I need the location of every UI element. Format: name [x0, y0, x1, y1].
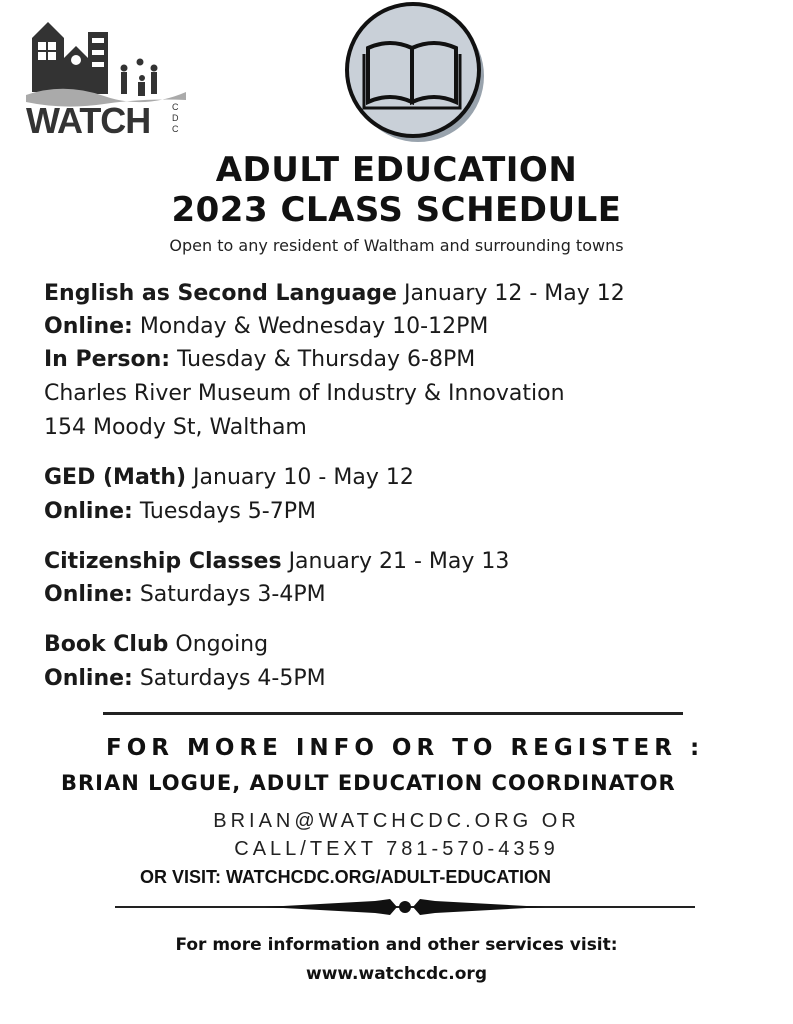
- esl-heading: English as Second Language January 12 - May 12: [44, 281, 625, 306]
- buildings-people-icon: [24, 10, 189, 135]
- coordinator-name: BRIAN LOGUE, ADULT EDUCATION COORDINATOR: [61, 771, 676, 795]
- watch-cdc-logo: [24, 10, 189, 135]
- email-line[interactable]: BRIAN@WATCHCDC.ORG OR: [213, 810, 580, 832]
- ged-heading: GED (Math) January 10 - May 12: [44, 465, 414, 490]
- book-club-heading: Book Club Ongoing: [44, 632, 269, 657]
- esl-online: Online: Monday & Wednesday 10-12PM: [44, 314, 489, 339]
- ged-online: Online: Tuesdays 5-7PM: [44, 499, 316, 524]
- subtitle: Open to any resident of Waltham and surrounding towns: [169, 236, 624, 255]
- citizenship-heading: Citizenship Classes January 21 - May 13: [44, 549, 510, 574]
- svg-text:C: C: [172, 124, 179, 134]
- title-line-2: 2023 CLASS SCHEDULE: [171, 190, 622, 230]
- register-heading: FOR MORE INFO OR TO REGISTER :: [106, 735, 705, 761]
- book-club-online: Online: Saturdays 4-5PM: [44, 666, 326, 691]
- footer-url[interactable]: www.watchcdc.org: [306, 964, 487, 984]
- phone-line[interactable]: CALL/TEXT 781-570-4359: [234, 838, 559, 860]
- svg-text:C: C: [172, 102, 179, 112]
- svg-text:D: D: [172, 113, 179, 123]
- ornamental-divider: [115, 895, 695, 919]
- esl-in-person: In Person: Tuesday & Thursday 6-8PM: [44, 347, 476, 372]
- esl-location: Charles River Museum of Industry & Innovation: [44, 381, 565, 406]
- visit-link[interactable]: OR VISIT: WATCHCDC.ORG/ADULT-EDUCATION: [140, 867, 551, 887]
- esl-address: 154 Moody St, Waltham: [44, 415, 307, 440]
- citizenship-online: Online: Saturdays 3-4PM: [44, 582, 326, 607]
- footer-text: For more information and other services visit:: [175, 935, 618, 955]
- book-icon: [338, 0, 490, 148]
- svg-text:WATCH: WATCH: [26, 100, 151, 135]
- divider-line: [103, 712, 683, 715]
- title-line-1: ADULT EDUCATION: [215, 150, 578, 190]
